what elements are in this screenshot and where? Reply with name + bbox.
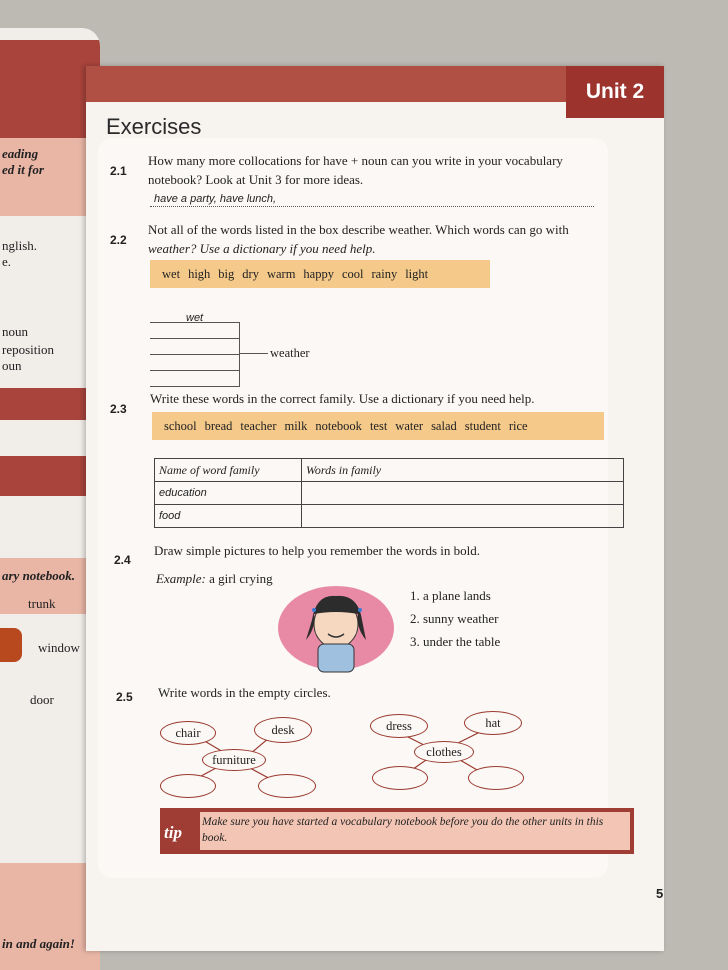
word: happy: [303, 266, 334, 281]
word: bread: [204, 418, 233, 433]
diagram-bracket: [239, 322, 240, 386]
diagram-line: [150, 338, 240, 339]
word: school: [164, 418, 197, 433]
list-item: 2. sunny weather: [410, 611, 499, 626]
example-line: [156, 570, 273, 588]
left-fragment: eading: [2, 146, 39, 161]
word-family-table: [154, 458, 624, 528]
word-circle: chair: [160, 721, 216, 745]
exercise-instruction: weather? Use a dictionary if you need help.: [148, 241, 376, 256]
unit-tab: Unit 2: [566, 66, 664, 118]
tip-text: Make sure you have started a vocabulary notebook before you do the other units in this book.: [202, 816, 604, 844]
exercise-instruction: How many more collocations for have + noun can you write in your vocabulary: [148, 153, 563, 168]
diagram-label: weather: [270, 346, 310, 360]
table-cell: food: [155, 505, 302, 528]
diagram-line: [150, 386, 240, 387]
word: cool: [341, 266, 364, 281]
tip-label: tip: [164, 823, 182, 842]
word: notebook: [315, 418, 362, 433]
word: wet: [162, 266, 181, 281]
left-page-band-2: [0, 456, 100, 496]
diagram-line: [150, 322, 240, 323]
table-header-row: [155, 459, 624, 482]
word: light: [405, 266, 429, 281]
car-illustration: [0, 628, 22, 662]
word-circle-center: clothes: [414, 741, 474, 763]
word: milk: [284, 418, 308, 433]
left-fragment: door: [30, 692, 54, 707]
example-text: a girl crying: [209, 571, 273, 586]
word-box: [152, 412, 604, 440]
diagram-line: [150, 354, 240, 355]
word-circle: dress: [370, 714, 428, 738]
word: high: [188, 266, 211, 281]
table-cell-empty[interactable]: [302, 505, 624, 528]
word: big: [218, 266, 235, 281]
table-row: [155, 505, 624, 528]
word: water: [395, 418, 424, 433]
exercise-number: 2.2: [110, 233, 127, 247]
exercise-number: 2.3: [110, 402, 127, 416]
page-number: 5: [656, 886, 664, 901]
word-box: [150, 260, 490, 288]
written-answer: wet: [186, 312, 204, 324]
word: warm: [266, 266, 296, 281]
word: rice: [508, 418, 528, 433]
word: rainy: [371, 266, 398, 281]
empty-circle[interactable]: [160, 774, 216, 798]
left-page-band: [0, 388, 100, 420]
table-header: Name of word family: [155, 459, 302, 482]
table-cell: education: [155, 482, 302, 505]
left-page-header-band: [0, 40, 100, 140]
left-page: [0, 28, 100, 970]
exercise-instruction: Not all of the words listed in the box describe weather. Which words can go with: [148, 222, 569, 237]
exercise-instruction: Draw simple pictures to help you remember the words in bold.: [154, 543, 481, 558]
word: dry: [242, 266, 259, 281]
word: test: [369, 418, 388, 433]
list-item: 1. a plane lands: [410, 588, 491, 603]
left-fragment: ary notebook.: [2, 568, 75, 583]
empty-circle[interactable]: [372, 766, 428, 790]
word: teacher: [240, 418, 277, 433]
exercise-instruction: Write words in the empty circles.: [158, 685, 331, 700]
answer-line: [150, 206, 594, 207]
left-fragment: e.: [2, 254, 12, 269]
exercise-number: 2.4: [114, 553, 131, 567]
word-circle: desk: [254, 717, 312, 743]
left-fragment: ed it for: [2, 162, 44, 177]
exercise-number: 2.5: [116, 690, 133, 704]
table-header: Words in family: [302, 459, 624, 482]
exercise-instruction: Write these words in the correct family. Use a dictionary if you need help.: [150, 391, 535, 406]
left-fragment: noun: [2, 324, 28, 339]
girl-crying-illustration: [276, 580, 396, 676]
diagram-connector: [240, 353, 268, 354]
empty-circle[interactable]: [468, 766, 524, 790]
table-cell-empty[interactable]: [302, 482, 624, 505]
page-title: Exercises: [106, 114, 202, 139]
word-circle-center: furniture: [202, 749, 266, 771]
word: salad: [431, 418, 457, 433]
word-circle: hat: [464, 711, 522, 735]
word: student: [464, 418, 501, 433]
empty-circle[interactable]: [258, 774, 316, 798]
example-label: Example:: [156, 571, 206, 586]
left-page-note-box-3: [0, 863, 100, 970]
left-fragment: in and again!: [2, 936, 75, 951]
left-fragment: nglish.: [2, 238, 38, 253]
left-fragment: reposition: [2, 342, 54, 357]
left-fragment: oun: [2, 358, 22, 373]
left-fragment: window: [38, 640, 80, 655]
written-answer: have a party, have lunch,: [154, 193, 277, 205]
list-item: 3. under the table: [410, 634, 501, 649]
table-row: [155, 482, 624, 505]
exercise-number: 2.1: [110, 164, 127, 178]
exercise-instruction: notebook? Look at Unit 3 for more ideas.: [148, 172, 364, 187]
diagram-line: [150, 370, 240, 371]
left-fragment: trunk: [28, 596, 56, 611]
